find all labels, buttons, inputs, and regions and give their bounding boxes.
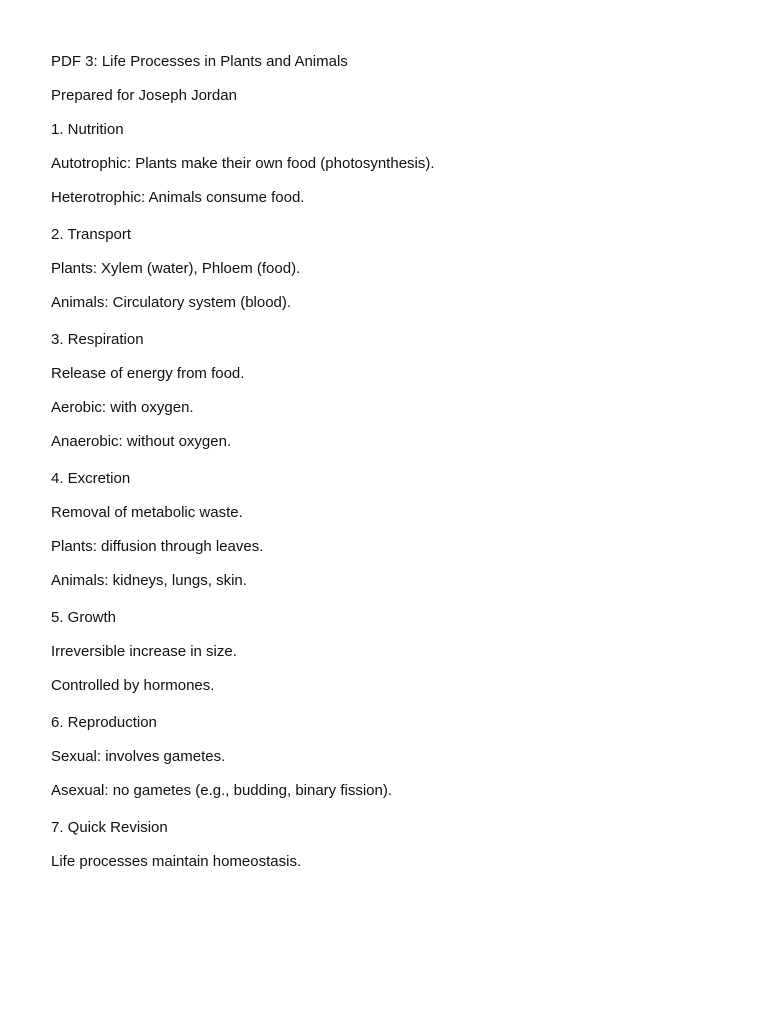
document-content: [51, 52, 728, 886]
section-heading-transport: 2. Transport: [51, 226, 132, 243]
excretion-line-plants: Plants: diffusion through leaves.: [51, 538, 264, 555]
respiration-line-anaerobic: Anaerobic: without oxygen.: [51, 433, 232, 450]
document-title: PDF 3: Life Processes in Plants and Animals: [51, 53, 348, 70]
section-heading-quick-revision: 7. Quick Revision: [51, 819, 168, 836]
section-heading-reproduction: 6. Reproduction: [51, 714, 157, 731]
respiration-line-aerobic: Aerobic: with oxygen.: [51, 399, 194, 416]
transport-line-animals: Animals: Circulatory system (blood).: [51, 294, 292, 311]
quick-revision-line-homeostasis: Life processes maintain homeostasis.: [51, 853, 302, 870]
nutrition-line-autotrophic: Autotrophic: Plants make their own food (photosynthesis).: [51, 155, 435, 172]
transport-line-plants: Plants: Xylem (water), Phloem (food).: [51, 260, 301, 277]
prepared-for: Prepared for Joseph Jordan: [51, 87, 237, 104]
excretion-line-removal: Removal of metabolic waste.: [51, 504, 243, 521]
nutrition-line-heterotrophic: Heterotrophic: Animals consume food.: [51, 189, 305, 206]
section-heading-respiration: 3. Respiration: [51, 331, 144, 348]
section-heading-excretion: 4. Excretion: [51, 470, 131, 487]
growth-line-irreversible: Irreversible increase in size.: [51, 643, 237, 660]
reproduction-line-sexual: Sexual: involves gametes.: [51, 748, 226, 765]
excretion-line-animals: Animals: kidneys, lungs, skin.: [51, 572, 247, 589]
reproduction-line-asexual: Asexual: no gametes (e.g., budding, binary fission).: [51, 782, 393, 799]
section-heading-nutrition: 1. Nutrition: [51, 121, 124, 138]
respiration-line-release: Release of energy from food.: [51, 365, 245, 382]
growth-line-hormones: Controlled by hormones.: [51, 677, 215, 694]
section-heading-growth: 5. Growth: [51, 609, 117, 626]
